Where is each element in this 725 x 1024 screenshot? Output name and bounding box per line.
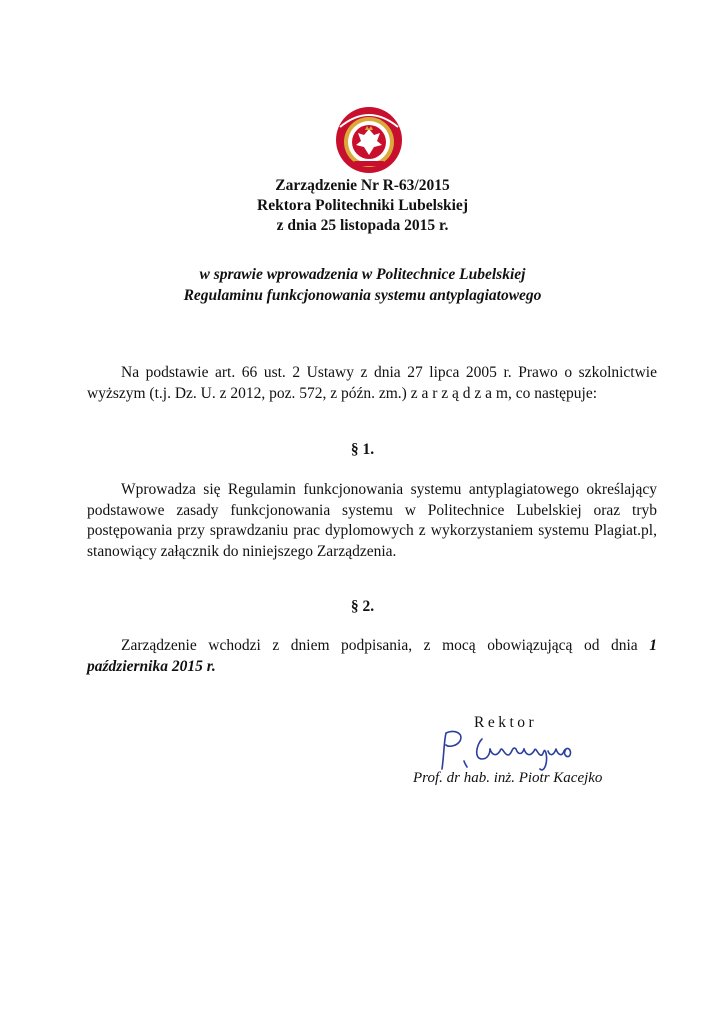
section-1-title: § 1. <box>350 441 375 458</box>
issue-date: z dnia 25 listopada 2015 r. <box>276 217 449 234</box>
issuer: Rektora Politechniki Lubelskiej <box>257 197 468 214</box>
section-2-paragraph <box>87 636 657 677</box>
university-logo-icon <box>334 105 404 175</box>
handwritten-signature-icon <box>430 725 605 775</box>
section-2-title: § 2. <box>350 598 375 615</box>
preamble-paragraph: Na podstawie art. 66 ust. 2 Ustawy z dnia 27 lipca 2005 r. Prawo o szkolnictwie wyższym (t.j. Dz. U. z 2012, poz. 572, z późn. zm.) z a r z ą d z a m, co następuje: <box>87 364 657 402</box>
order-number: Zarządzenie Nr R-63/2015 <box>275 177 450 194</box>
effective-date: 1 października 2015 r. <box>87 637 658 675</box>
section-1-paragraph: Wprowadza się Regulamin funkcjonowania systemu antyplagiatowego określający podstawowe zasady funkcjonowania systemu w Politechnice Lubelskiej oraz tryb postępowania przy sprawdzaniu prac dyplomowych z wykorzystaniem systemu Plagiat.pl, stanowiący załącznik do niniejszego Zarządzenia. <box>87 481 657 560</box>
subject-line-2: Regulaminu funkcjonowania systemu antyplagiatowego <box>183 287 542 304</box>
signer-name: Prof. dr hab. inż. Piotr Kacejko <box>413 770 603 786</box>
section-2-text: Zarządzenie wchodzi z dniem podpisania, z mocą obowiązującą od dnia <box>121 637 638 654</box>
subject-line-1: w sprawie wprowadzenia w Politechnice Lubelskiej <box>199 266 526 283</box>
signer-role: Rektor <box>474 714 538 731</box>
